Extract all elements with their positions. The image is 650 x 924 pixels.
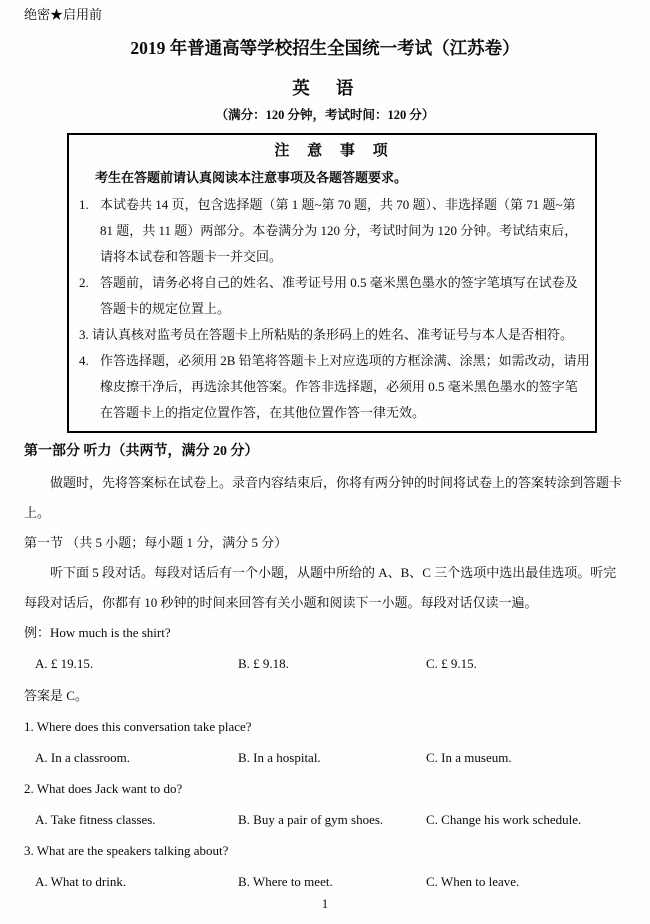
question-1-option-a: A. In a classroom.	[35, 750, 130, 765]
notice-item-text: 本试卷共 14 页，包含选择题（第 1 题~第 70 题，共 70 题）、非选择题（第 71 题~第 81 题，共 11 题）两部分。本卷满分为 120 分，考试时间为 120 分钟。考试结束后，请将本试卷和答题卡一并交回。	[100, 197, 578, 264]
question-3-option-b: B. Where to meet.	[238, 874, 333, 889]
part1-heading: 第一部分 听力（共两节，满分 20 分）	[24, 444, 259, 459]
exam-title: 2019 年普通高等学校招生全国统一考试（江苏卷）	[130, 38, 520, 58]
notice-box	[67, 133, 597, 433]
notice-item-2	[79, 270, 590, 322]
section1-instructions: 听下面 5 段对话。每段对话后有一个小题，从题中所给的 A、B、C 三个选项中选出最佳选项。听完每段对话后，你都有 10 秒钟的时间来回答有关小题和阅读下一小题。每段对话仅读一遍。	[24, 565, 617, 610]
example-option-c: C. £ 9.15.	[426, 656, 477, 671]
page-number: 1	[321, 897, 329, 911]
question-1-prompt: 1. Where does this conversation take place?	[24, 719, 252, 734]
question-2-prompt: 2. What does Jack want to do?	[24, 781, 183, 796]
notice-item-1	[79, 192, 590, 270]
question-3-prompt: 3. What are the speakers talking about?	[24, 843, 229, 858]
question-1-option-b: B. In a hospital.	[238, 750, 321, 765]
notice-item-text: 答题前，请务必将自己的姓名、准考证号用 0.5 毫米黑色墨水的签字笔填写在试卷及答题卡的规定位置上。	[100, 275, 578, 316]
question-2-option-c: C. Change his work schedule.	[426, 812, 582, 827]
example-options-row	[24, 648, 626, 680]
notice-item-text: 作答选择题，必须用 2B 铅笔将答题卡上对应选项的方框涂满、涂黑；如需改动，请用橡皮擦干净后，再选涂其他答案。作答非选择题，必须用 0.5 毫米黑色墨水的签字笔在答题卡上的指定位置作答，在其他位置作答一律无效。	[100, 353, 590, 420]
question-1-option-c: C. In a museum.	[426, 750, 512, 765]
notice-item-number: 3.	[79, 327, 89, 342]
question-2-option-b: B. Buy a pair of gym shoes.	[238, 812, 384, 827]
notice-item-number: 2.	[79, 275, 89, 290]
notice-item-text: 请认真核对监考员在答题卡上所粘贴的条形码上的姓名、准考证号与本人是否相符。	[92, 327, 574, 342]
notice-item-number: 1.	[79, 197, 89, 212]
notice-item-3	[79, 322, 590, 348]
question-3-option-a: A. What to drink.	[35, 874, 127, 889]
question-3-options-row	[24, 866, 626, 897]
example-option-a: A. £ 19.15.	[35, 656, 94, 671]
question-3-option-c: C. When to leave.	[426, 874, 520, 889]
section1-heading: 第一节 （共 5 小题；每小题 1 分，满分 5 分）	[24, 535, 288, 550]
example-prompt: 例：How much is the shirt?	[24, 625, 171, 640]
notice-intro: 考生在答题前请认真阅读本注意事项及各题答题要求。	[95, 170, 408, 185]
exam-info-line: （满分：120 分钟，考试时间：120 分）	[215, 108, 435, 122]
question-2-option-a: A. Take fitness classes.	[35, 812, 156, 827]
subject-title: 英 语	[292, 78, 358, 98]
notice-item-4	[79, 348, 590, 426]
example-option-b: B. £ 9.18.	[238, 656, 289, 671]
notice-items	[79, 192, 590, 426]
question-2-options-row	[24, 804, 626, 835]
notice-item-number: 4.	[79, 353, 89, 368]
question-1-options-row	[24, 742, 626, 773]
security-label: 绝密★启用前	[24, 7, 103, 22]
part1-instructions: 做题时，先将答案标在试卷上。录音内容结束后，你将有两分钟的时间将试卷上的答案转涂到答题卡上。	[24, 475, 623, 520]
example-answer: 答案是 C。	[24, 688, 88, 703]
notice-title: 注 意 事 项	[274, 143, 395, 159]
